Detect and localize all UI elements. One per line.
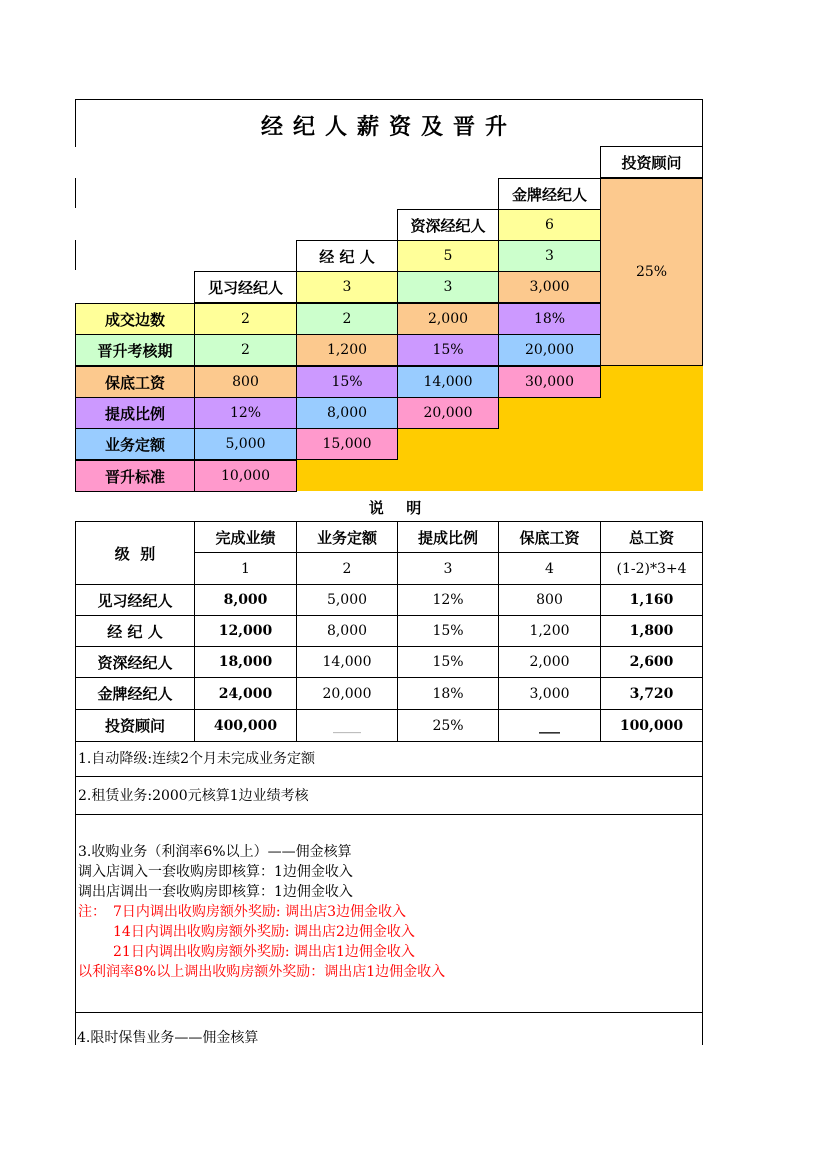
table-cell: 24,000	[194, 677, 297, 710]
trainee-period: 2	[194, 334, 297, 366]
gold-base: 3,000	[498, 271, 601, 303]
row-label-deals: 成交边数	[75, 303, 195, 335]
level-senior: 资深经纪人	[397, 209, 499, 241]
table-row-level: 见习经纪人	[75, 584, 195, 616]
table-cell-total: 2,600	[600, 646, 703, 678]
col-header-base: 保底工资	[498, 521, 601, 553]
stub-line	[75, 178, 76, 208]
title-top-border	[75, 99, 703, 100]
explain-title: 说 明	[368, 499, 426, 517]
note-3-line2: 调出店调出一套收购房即核算：1边佣金收入	[78, 884, 353, 900]
table-cell: 8,000	[296, 615, 398, 647]
table-cell: 2,000	[498, 646, 601, 678]
table-cell: 3,000	[498, 677, 601, 710]
gold-period: 3	[498, 240, 601, 272]
table-cell: 400,000	[194, 709, 297, 742]
trainee-standard: 10,000	[194, 460, 297, 492]
note-3-reward1: 7日内调出收购房额外奖励: 调出店3边佣金收入	[113, 904, 406, 920]
table-cell: 12%	[397, 584, 499, 616]
table-row-level: 资深经纪人	[75, 646, 195, 678]
row-label-standard: 晋升标准	[75, 460, 195, 492]
col-index-formula: (1-2)*3+4	[600, 552, 703, 585]
table-cell: 14,000	[296, 646, 398, 678]
senior-rate: 15%	[397, 334, 499, 366]
agent-standard: 15,000	[296, 428, 398, 460]
level-header: 级 别	[75, 521, 195, 585]
gold-rate: 18%	[498, 303, 601, 335]
col-header-performance: 完成业绩	[194, 521, 297, 553]
table-cell: 12,000	[194, 615, 297, 647]
table-cell: 25%	[397, 709, 499, 742]
table-cell: 8,000	[194, 584, 297, 616]
note-3-reward2: 14日内调出收购房额外奖励: 调出店2边佣金收入	[113, 924, 415, 940]
table-cell-total: 1,800	[600, 615, 703, 647]
note-box	[75, 814, 703, 1013]
col-header-rate: 提成比例	[397, 521, 499, 553]
table-cell: 15%	[397, 646, 499, 678]
row-label-base: 保底工资	[75, 366, 195, 398]
level-gold: 金牌经纪人	[498, 178, 601, 210]
row-label-quota: 业务定额	[75, 428, 195, 460]
senior-standard: 20,000	[397, 397, 499, 429]
trainee-deals: 2	[194, 303, 297, 335]
agent-base: 1,200	[296, 334, 398, 366]
gold-fill	[296, 460, 397, 491]
table-cell: 15%	[397, 615, 499, 647]
trainee-rate: 12%	[194, 397, 297, 429]
table-row-level: 金牌经纪人	[75, 677, 195, 710]
agent-deals: 3	[296, 271, 398, 303]
table-cell: 5,000	[296, 584, 398, 616]
agent-rate: 15%	[296, 366, 398, 398]
table-cell: ____	[296, 709, 398, 742]
gold-fill	[600, 366, 703, 491]
gold-fill	[498, 397, 600, 491]
table-cell: ___	[498, 709, 601, 742]
col-index: 4	[498, 552, 601, 585]
table-cell: 20,000	[296, 677, 398, 710]
table-cell-total: 3,720	[600, 677, 703, 710]
note-box	[75, 741, 703, 777]
note-3-prefix: 注：	[78, 904, 106, 920]
agent-period: 2	[296, 303, 398, 335]
gold-standard: 30,000	[498, 366, 601, 398]
note-3-reward3: 21日内调出收购房额外奖励: 调出店1边佣金收入	[113, 944, 415, 960]
note-3-line1: 调入店调入一套收购房即核算：1边佣金收入	[78, 864, 353, 880]
col-index: 1	[194, 552, 297, 585]
table-cell: 1,200	[498, 615, 601, 647]
table-row-level: 投资顾问	[75, 709, 195, 742]
note-2: 2.租赁业务:2000元核算1边业绩考核	[78, 788, 309, 804]
table-row-level: 经 纪 人	[75, 615, 195, 647]
senior-base: 2,000	[397, 303, 499, 335]
note-3-reward4: 以利润率8%以上调出收购房额外奖励：调出店1边佣金收入	[78, 964, 446, 980]
gold-fill	[397, 428, 498, 491]
advisor-rate: 25%	[600, 178, 703, 366]
level-trainee: 见习经纪人	[194, 271, 297, 303]
table-cell: 800	[498, 584, 601, 616]
note-4: 4.限时保售业务——佣金核算	[77, 1030, 259, 1046]
page-title: 经纪人薪资及晋升	[260, 115, 517, 140]
senior-period: 3	[397, 271, 499, 303]
col-index: 2	[296, 552, 398, 585]
note-divider	[75, 1012, 703, 1013]
trainee-base: 800	[194, 366, 297, 398]
table-cell-total: 100,000	[600, 709, 703, 742]
row-label-rate: 提成比例	[75, 397, 195, 429]
agent-quota: 8,000	[296, 397, 398, 429]
note-1: 1.自动降级:连续2个月未完成业务定额	[78, 751, 315, 767]
table-cell-total: 1,160	[600, 584, 703, 616]
senior-deals: 5	[397, 240, 499, 272]
note-box	[75, 776, 703, 815]
level-agent: 经 纪 人	[296, 240, 398, 272]
note-left-border	[75, 1012, 76, 1045]
stub-line	[75, 240, 76, 270]
gold-quota: 20,000	[498, 334, 601, 366]
table-cell: 18%	[397, 677, 499, 710]
level-advisor: 投资顾问	[600, 146, 703, 178]
col-header-quota: 业务定额	[296, 521, 398, 553]
col-index: 3	[397, 552, 499, 585]
col-header-total: 总工资	[600, 521, 703, 553]
table-cell: 18,000	[194, 646, 297, 678]
row-label-period: 晋升考核期	[75, 334, 195, 366]
note-right-border	[702, 1012, 703, 1045]
senior-quota: 14,000	[397, 366, 499, 398]
title-right-border	[702, 99, 703, 147]
gold-deals: 6	[498, 209, 601, 241]
note-3-title: 3.收购业务（利润率6%以上）——佣金核算	[78, 844, 352, 860]
trainee-quota: 5,000	[194, 428, 297, 460]
